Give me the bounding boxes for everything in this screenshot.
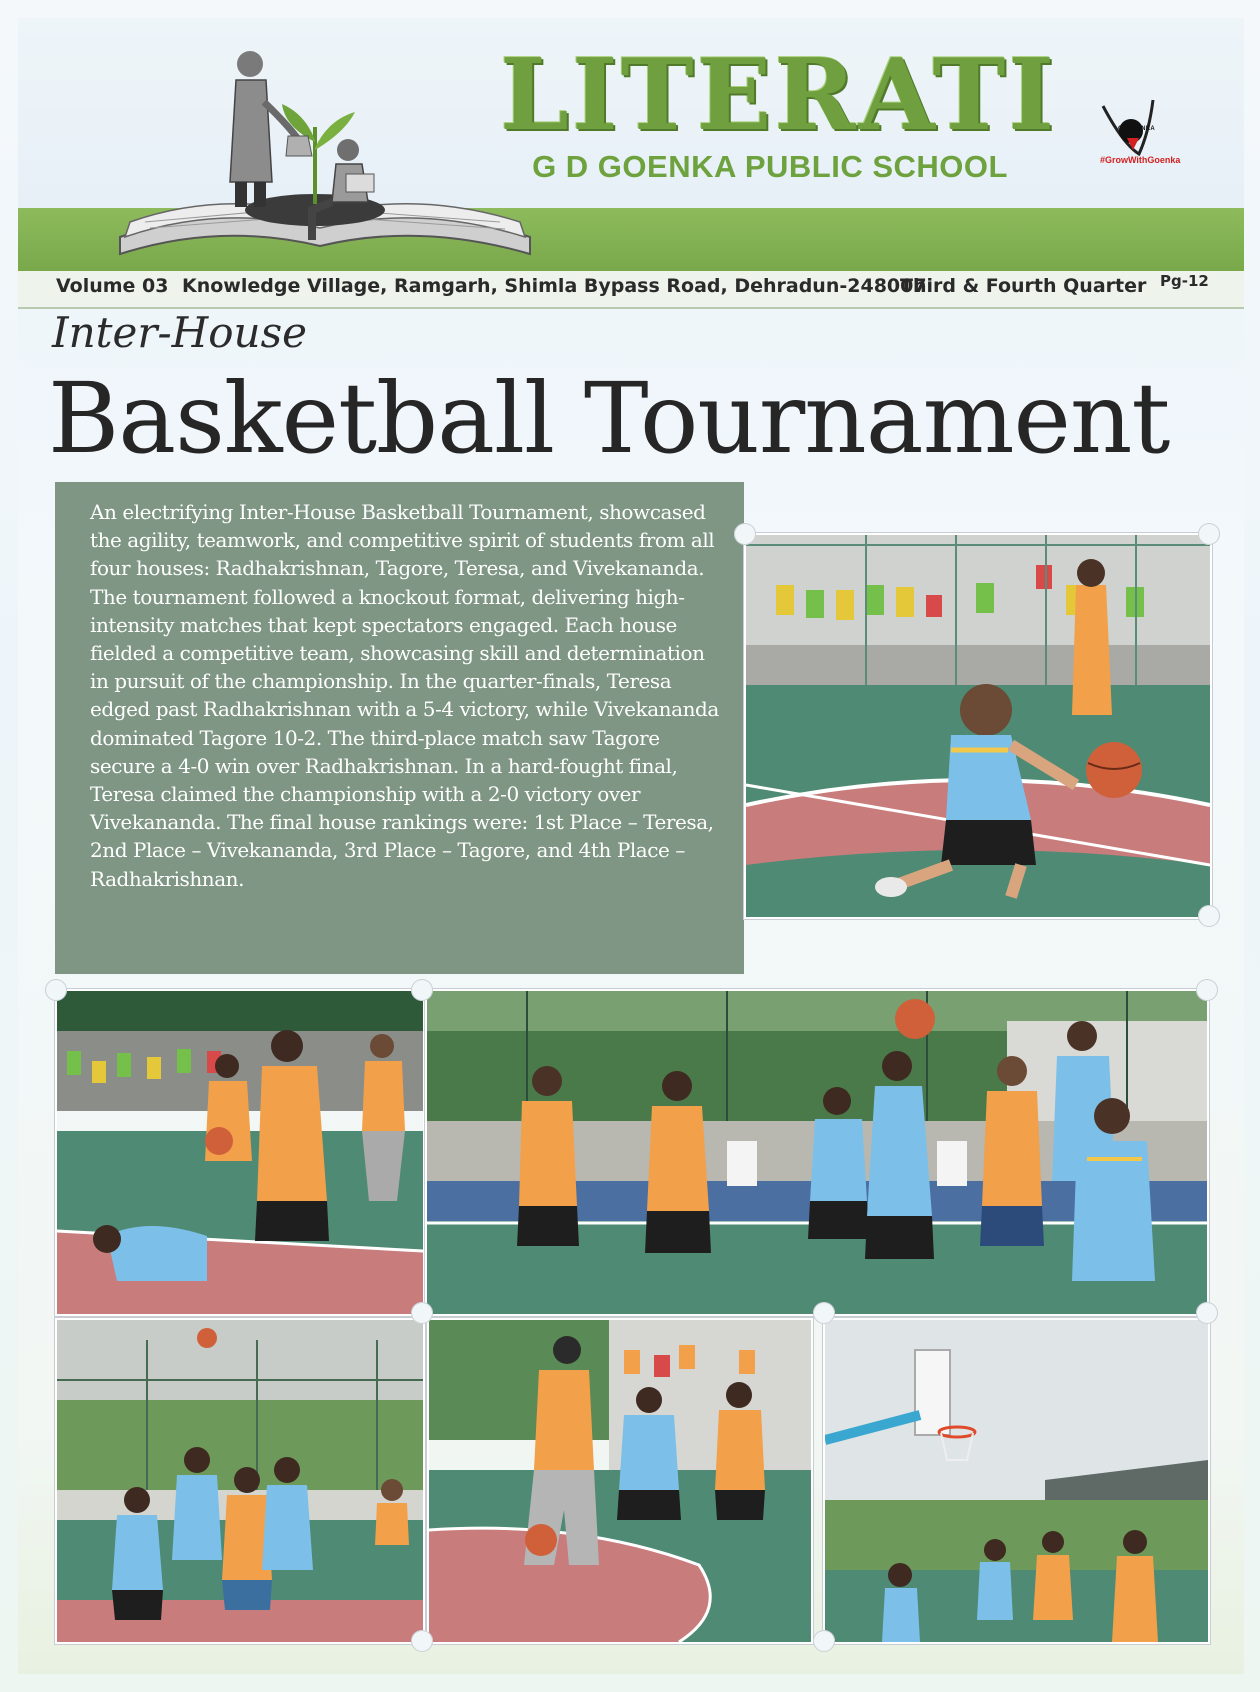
article-paragraph-1: An electrifying Inter-House Basketball Tournament, showcased the agility, teamwork, and competitive spirit of students from all four houses: Radhakrishnan, Tagore, Teresa, and Vivekananda. <box>90 500 715 581</box>
photo-notch <box>411 979 433 1001</box>
photo-notch <box>1196 979 1218 1001</box>
photo-dribbling-player <box>744 533 1212 919</box>
photo-girls-match <box>55 989 425 1316</box>
masthead-title: LITERATI <box>500 38 1058 153</box>
photo-hoop-shot <box>823 1318 1210 1644</box>
header <box>18 18 1244 307</box>
article-paragraph-2: The tournament followed a knockout format, delivering high-intensity matches that kept spectators engaged. Each house fielded a competitive team, showcasing skill and determination in pursuit of the championship. In the quarter-finals, Teresa edged past Radhakrishnan with a 5-4 victory, while Vivekananda dominated Tagore 10-2. The third-place match saw Tagore secure a 4-0 win over Radhakrishnan. In a hard-fought final, Teresa claimed the championship with a 2-0 victory over Vivekananda. The final house rankings were: 1st Place – Teresa, 2nd Place – Vivekananda, 3rd Place – Tagore, and 4th Place – Radhakrishnan. <box>90 584 719 891</box>
photo-notch <box>1198 523 1220 545</box>
address-label: Knowledge Village, Ramgarh, Shimla Bypass Road, Dehradun-248007 <box>182 275 927 297</box>
photo-notch <box>1196 1302 1218 1324</box>
article-subtitle: Inter-House <box>52 308 308 357</box>
quarter-label: Third & Fourth Quarter <box>900 275 1147 297</box>
page-number: Pg-12 <box>1160 272 1209 290</box>
photo-notch <box>813 1302 835 1324</box>
article-box <box>55 482 744 974</box>
photo-notch <box>411 1302 433 1324</box>
book-plant-illustration <box>100 32 550 272</box>
logo-tagline: #GrowWithGoenka <box>1100 155 1181 165</box>
photo-notch <box>734 523 756 545</box>
photo-notch <box>1198 905 1220 927</box>
photo-notch <box>411 1630 433 1652</box>
volume-label: Volume 03 <box>56 275 169 297</box>
photo-teacher-dribble <box>427 1318 813 1644</box>
photo-notch <box>45 979 67 1001</box>
photo-boys-jump-ball <box>425 989 1209 1316</box>
school-name: G D GOENKA PUBLIC SCHOOL <box>532 149 1008 184</box>
article-title: Basketball Tournament <box>48 362 1170 475</box>
photo-girls-rebound <box>55 1318 425 1644</box>
photo-notch <box>813 1630 835 1652</box>
logo-text: G. GOENKA <box>1118 126 1156 132</box>
